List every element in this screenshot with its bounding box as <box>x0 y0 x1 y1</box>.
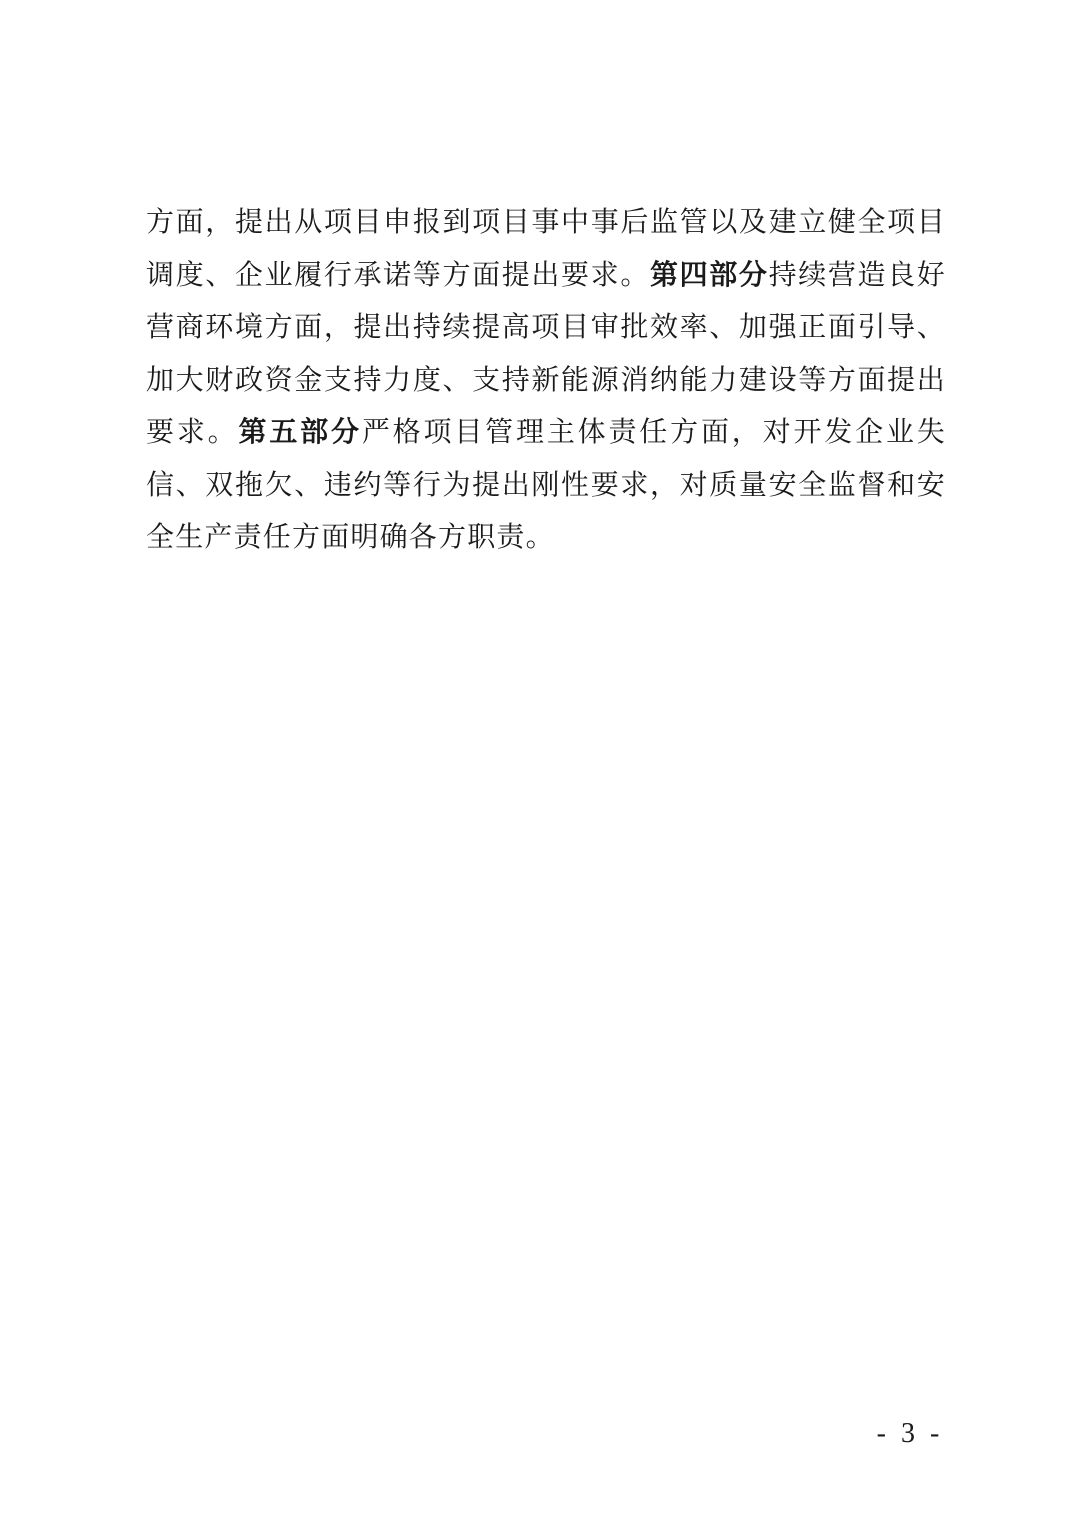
text-segment-1: 方面，提出从项目申报到项目事中事后监管以及建立健全项目调度、企业履行承诺等方面提出要求。 <box>146 205 946 291</box>
part-four-heading: 第四部分 <box>649 257 769 291</box>
text-segment-3: 严格项目管理主体责任方面，对开发企业失信、双拖欠、违约等行为提出刚性要求，对质量安全监督和安全生产责任方面明确各方职责。 <box>146 415 946 553</box>
text-segment-2: 持续营造良好营商环境方面，提出持续提高项目审批效率、加强正面引导、加大财政资金支持力度、支持新能源消纳能力建设等方面提出要求。 <box>146 257 947 448</box>
body-paragraph <box>146 196 946 564</box>
page-number: - 3 - <box>876 1418 944 1449</box>
part-five-heading: 第五部分 <box>238 415 362 448</box>
